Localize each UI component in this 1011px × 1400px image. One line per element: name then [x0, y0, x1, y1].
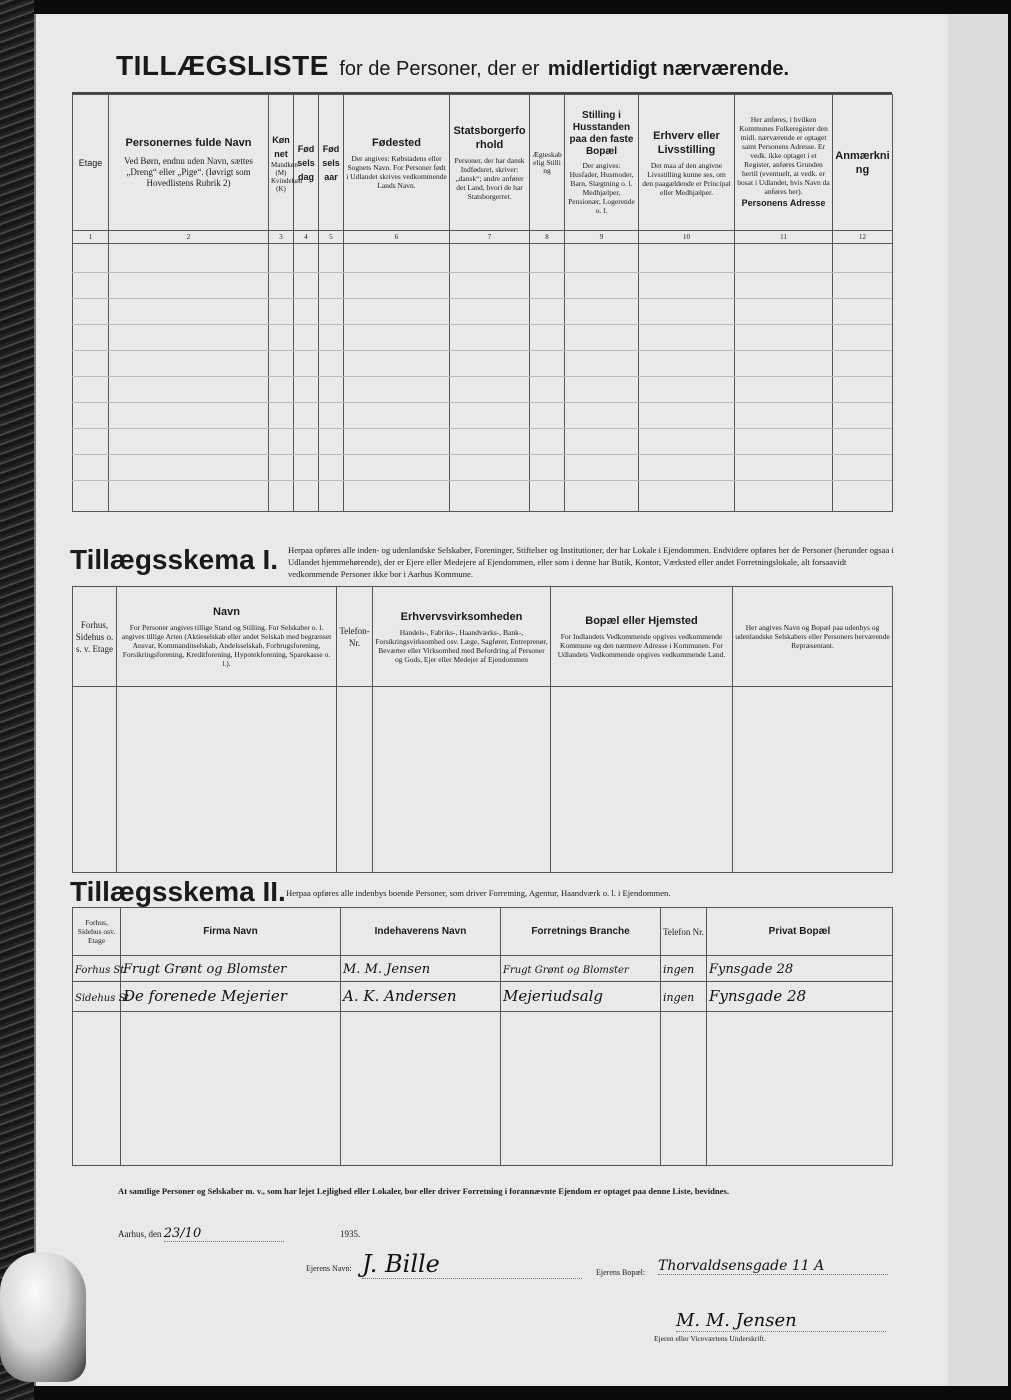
date-line — [118, 1226, 361, 1242]
s2-row1-bopael[interactable]: Fynsgade 28 — [707, 956, 893, 982]
main-title-rest: for de Personer, der er — [339, 58, 540, 80]
owner-name-label: Ejerens Navn: — [306, 1264, 352, 1273]
col-head-anmaerkning: Anmærkning — [833, 95, 893, 231]
s2-head-indehaver: Indehaverens Navn — [341, 908, 501, 956]
schema2-table — [72, 907, 893, 1166]
s2-row2-branche[interactable]: Mejeriudsalg — [501, 982, 661, 1012]
s1-head-telefon: Telefon-Nr. — [337, 587, 373, 687]
s2-row2-etage[interactable]: Sidehus St — [73, 982, 121, 1012]
s2-row1-firma[interactable]: Frugt Grønt og Blomster — [121, 956, 341, 982]
temporary-persons-table — [72, 94, 893, 512]
attestation-statement: At samtlige Personer og Selskaber m. v., som har lejet Lejlighed eller Lokaler, bor eller driver Forretning i forannævnte Ejendom er optaget paa denne Liste, bevidnes. — [118, 1186, 729, 1196]
owner-address-handwritten[interactable]: Thorvaldsensgade 11 A — [658, 1258, 888, 1275]
table-row — [73, 956, 893, 982]
s1-head-erhverv: Erhvervsvirksomheden Handels-, Fabriks-, Haandværks-, Bank-, Forsikringsvirksomhed osv. Læge, Sagfører, Entreprenør, Beværter eller Virksomhed med Befordring af Personer og Gods, Ejer eller Medejer af Ejendommen — [373, 587, 551, 687]
s2-row1-branche[interactable]: Frugt Grønt og Blomster — [501, 956, 661, 982]
schema1-table — [72, 586, 893, 873]
s2-row1-indehaver[interactable]: M. M. Jensen — [341, 956, 501, 982]
adjacent-page-edge — [946, 14, 1008, 1386]
signature-label: Ejeren eller Viceværtens Underskrift. — [654, 1334, 766, 1343]
s2-row1-etage[interactable]: Forhus St — [73, 956, 121, 982]
s1-head-etage: Forhus, Sidehus o. s. v. Etage — [73, 587, 117, 687]
schema2-empty-area — [73, 1012, 893, 1166]
s2-row2-indehaver[interactable]: A. K. Andersen — [341, 982, 501, 1012]
empty-entry-area — [73, 244, 893, 512]
col-head-etage: Etage — [73, 95, 109, 231]
s2-row2-bopael[interactable]: Fynsgade 28 — [707, 982, 893, 1012]
main-title-bold: TILLÆGSLISTE — [116, 50, 329, 81]
owner-address-label: Ejerens Bopæl: — [596, 1268, 646, 1277]
main-title — [116, 50, 936, 82]
col-head-stilling: Stilling i Husstanden paa den faste Bopæl Der angives: Husfader, Husmoder, Barn, Slægtning o. l. Medhjælper, Pensionær, Logerende o. l. — [565, 95, 639, 231]
schema1-title: Tillægsskema I. — [70, 544, 279, 575]
place-label: Aarhus, den — [118, 1229, 162, 1239]
book-binding — [0, 0, 34, 1400]
date-handwritten[interactable]: 23/10 — [164, 1226, 284, 1242]
col-head-koen: Kønnet Mandkøn (M) Kvindekøn (K) — [269, 95, 294, 231]
schema1-intro: Herpaa opføres alle inden- og udenlandske Selskaber, Foreninger, Stiftelser og Institutioner, der har Lokale i Ejendommen. Endvidere opføres her de Personer (herunder ogsaa i Udlandet hjemmehørende), der er Ejere eller Medejere af Ejendommen, eller som i denne har Butik, Kontor, Værksted eller andet Forretningslokale, alt forsaavidt vedkommende Personer ikke bor i Aarhus Kommune. — [288, 545, 894, 579]
s1-head-bopael: Bopæl eller Hjemsted For Indlandets Vedkommende opgives vedkommende Kommune og den nærmere Adresse i Kommunen. For Udlandets Vedkommende opgives vedkommende Land. — [551, 587, 733, 687]
year-label: 1935. — [340, 1229, 361, 1239]
s2-head-etage: Forhus, Sidehus osv. Etage — [73, 908, 121, 956]
s2-row1-telefon[interactable]: ingen — [661, 956, 707, 982]
s2-head-branche: Forretnings Branche — [501, 908, 661, 956]
thumb-occlusion — [0, 1252, 86, 1382]
col-head-aegteskab: Ægteskabelig Stilling — [530, 95, 565, 231]
census-form-page — [34, 14, 948, 1386]
col-head-foedested: Fødested Der angives: Købstadens eller Sognets Navn. For Personer født i Udlandet skrives vedkommende Lands Navn. — [344, 95, 450, 231]
col-head-foedselsaar: Fødselsaar — [319, 95, 344, 231]
s2-row2-telefon[interactable]: ingen — [661, 982, 707, 1012]
signature-handwritten[interactable]: M. M. Jensen — [676, 1310, 886, 1332]
s2-head-bopael: Privat Bopæl — [707, 908, 893, 956]
owner-name-handwritten[interactable]: J. Bille — [362, 1250, 582, 1279]
col-head-adresse: Her anføres, i hvilken Kommunes Folkeregister den midl. nærværende er optaget samt Personens Adresse. Er vedk. ikke optaget i et Register, anføres Grunden hertil (eventuelt, at vedk. er bosat i Udlandet, hvis Navn da anføres her). Personens Adresse — [735, 95, 833, 231]
col-head-foedselsdag: Fødselsdag — [294, 95, 319, 231]
col-head-erhverv: Erhverv eller Livsstilling Det maa af den angivne Livsstilling kunne ses, om den paagældende er Principal eller Medhjælper. — [639, 95, 735, 231]
table-row — [73, 982, 893, 1012]
column-number-row: 1 2 3 4 5 6 7 8 9 10 11 12 — [73, 231, 893, 244]
schema2-intro: Herpaa opføres alle indenbys boende Personer, som driver Forretning, Agentur, Haandværk o. l. i Ejendommen. — [286, 888, 671, 898]
s2-head-telefon: Telefon Nr. — [661, 908, 707, 956]
s2-row2-firma[interactable]: De forenede Mejerier — [121, 982, 341, 1012]
schema1-empty-area — [73, 687, 893, 873]
col-head-navn: Personernes fulde Navn Ved Børn, endnu uden Navn, sættes „Dreng“ eller „Pige“. (Iøvrigt som Hovedlistens Rubrik 2) — [109, 95, 269, 231]
s1-head-repr: Her angives Navn og Bopæl paa udenbys og udenlandske Selskabers eller Personers herværende Repræsentant. — [733, 587, 893, 687]
s2-head-firma: Firma Navn — [121, 908, 341, 956]
col-head-statsborger: Statsborgerforhold Personer, der har dansk Indfødsret, skriver: „dansk“; andre anfører det Land, hvori de har Statsborgerret. — [450, 95, 530, 231]
main-title-bold2: midlertidigt nærværende. — [547, 58, 790, 80]
s1-head-navn: Navn For Personer angives tillige Stand og Stilling. For Selskaber o. l. angives tillige Arten (Aktieselskab eller andet Selskab med begrænset Ansvar, Kommanditselskab, Andelsselskab, Forbrugsforening, Forsikringsforening, Kreditforening, Hypotekforening, Sparekasse o. l.). — [117, 587, 337, 687]
schema2-title: Tillægsskema II. — [70, 876, 286, 907]
